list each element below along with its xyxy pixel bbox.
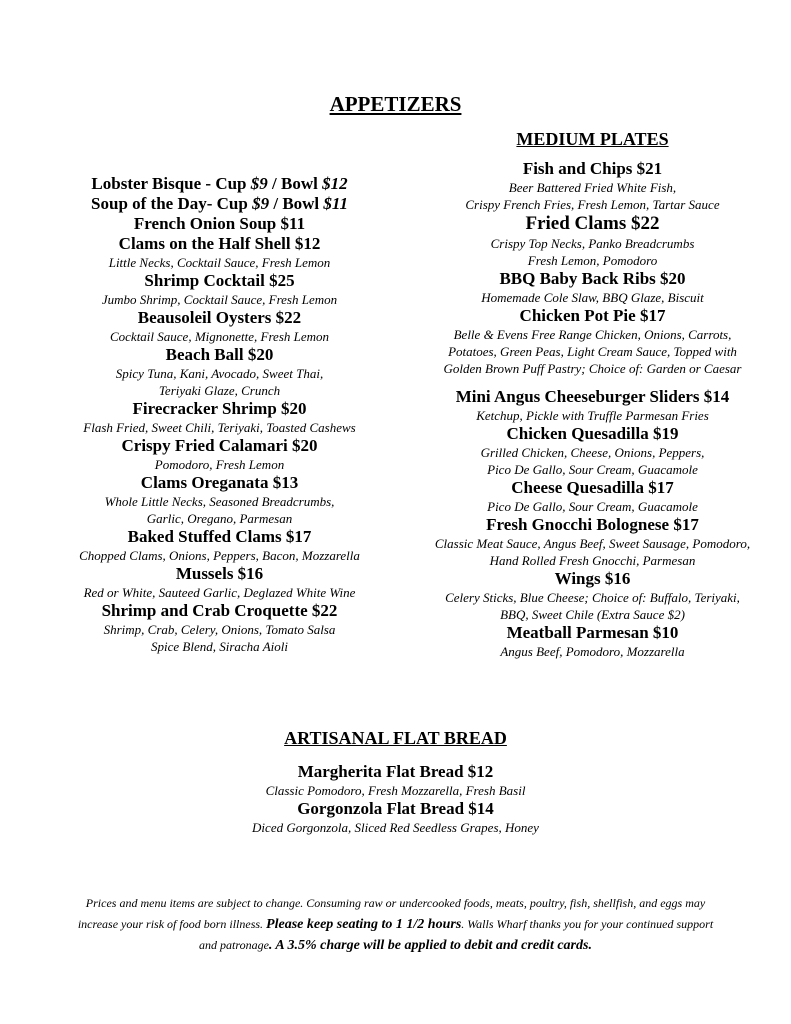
menu-item-name-part: Lobster Bisque - Cup: [91, 174, 251, 193]
menu-item: [47, 601, 392, 655]
menu-item-description: Potatoes, Green Peas, Light Cream Sauce, Topped with: [448, 344, 737, 359]
menu-item-name: Baked Stuffed Clams $17: [127, 527, 312, 546]
menu-item-name: Clams on the Half Shell $12: [118, 234, 321, 253]
menu-item-name: Mussels $16: [175, 564, 264, 583]
menu-item-description: Spice Blend, Siracha Aioli: [151, 639, 288, 654]
menu-item-name-part: / Bowl: [269, 194, 324, 213]
footer-line-1: Prices and menu items are subject to change. Consuming raw or undercooked foods, meats, poultry, fish, shellfish, and eggs may: [85, 896, 706, 910]
menu-item-name: Wings $16: [554, 569, 631, 588]
menu-item: [47, 345, 392, 399]
menu-item-description: Chopped Clams, Onions, Peppers, Bacon, Mozzarella: [79, 548, 360, 563]
menu-item: [420, 424, 765, 478]
menu-item-name: Chicken Quesadilla $19: [506, 424, 679, 443]
seating-notice: Please keep seating to 1 1/2 hours: [266, 917, 462, 932]
menu-item: [420, 478, 765, 515]
menu-item-description: Classic Meat Sauce, Angus Beef, Sweet Sausage, Pomodoro,: [434, 536, 751, 551]
menu-item: [47, 436, 392, 473]
card-charge-notice: . A 3.5% charge will be applied to debit and credit cards.: [268, 938, 592, 953]
menu-item: [148, 799, 643, 836]
medium-plates-list: [420, 159, 765, 660]
menu-item-name: Cheese Quesadilla $17: [511, 478, 674, 497]
menu-item-description: Spicy Tuna, Kani, Avocado, Sweet Thai,: [115, 366, 324, 381]
footer-line-3-start: and patronage: [199, 938, 269, 952]
footer-line-3: [40, 935, 751, 956]
menu-item-name: Shrimp Cocktail $25: [144, 271, 295, 290]
menu-item-description: Ketchup, Pickle with Truffle Parmesan Fries: [476, 408, 709, 423]
menu-item-description: Crispy French Fries, Fresh Lemon, Tartar Sauce: [465, 197, 720, 212]
menu-item-name: French Onion Soup $11: [133, 214, 306, 233]
menu-item-description: Pico De Gallo, Sour Cream, Guacamole: [487, 462, 698, 477]
appetizers-list: [47, 174, 392, 655]
menu-item-description: Grilled Chicken, Cheese, Onions, Peppers,: [480, 445, 705, 460]
menu-item-name: Fried Clams $22: [525, 213, 660, 234]
medium-plates-heading: MEDIUM PLATES: [516, 129, 669, 149]
footer-line-2-start: increase your risk of food born illness.: [77, 917, 267, 931]
menu-item: [47, 308, 392, 345]
flat-bread-list: [148, 762, 643, 836]
menu-item-description: Shrimp, Crab, Celery, Onions, Tomato Salsa: [103, 622, 336, 637]
menu-item-price: $11: [323, 194, 348, 213]
menu-item-description: Pomodoro, Fresh Lemon: [154, 457, 285, 472]
menu-item-name: Shrimp and Crab Croquette $22: [101, 601, 338, 620]
menu-item-name: BBQ Baby Back Ribs $20: [499, 269, 686, 288]
menu-item-description: Red or White, Sauteed Garlic, Deglazed White Wine: [83, 585, 356, 600]
menu-item: [420, 159, 765, 213]
menu-item-name: Gorgonzola Flat Bread $14: [297, 799, 494, 818]
menu-item: [47, 214, 392, 234]
menu-item-description: Golden Brown Puff Pastry; Choice of: Garden or Caesar: [443, 361, 742, 376]
menu-item-name: Chicken Pot Pie $17: [519, 306, 666, 325]
menu-item-description: Celery Sticks, Blue Cheese; Choice of: Buffalo, Teriyaki,: [445, 590, 740, 605]
menu-item-price: $9: [250, 174, 268, 193]
menu-item-name: Margherita Flat Bread $12: [297, 762, 494, 781]
menu-item-description: Garlic, Oregano, Parmesan: [146, 511, 293, 526]
menu-item: [420, 269, 765, 306]
menu-item-description: Little Necks, Cocktail Sauce, Fresh Lemon: [108, 255, 331, 270]
menu-item-description: Jumbo Shrimp, Cocktail Sauce, Fresh Lemon: [101, 292, 338, 307]
menu-item-description: Homemade Cole Slaw, BBQ Glaze, Biscuit: [481, 290, 704, 305]
menu-item: [47, 174, 392, 194]
menu-item-name: Firecracker Shrimp $20: [132, 399, 307, 418]
menu-item: [420, 387, 765, 424]
menu-item: [47, 234, 392, 271]
menu-item-description: Crispy Top Necks, Panko Breadcrumbs: [490, 236, 695, 251]
menu-item-name: Fresh Gnocchi Bolognese $17: [486, 515, 699, 534]
footer-line-2: [40, 914, 751, 935]
menu-item-name: Beausoleil Oysters $22: [137, 308, 302, 327]
menu-item-name: Beach Ball $20: [165, 345, 274, 364]
menu-item: [47, 527, 392, 564]
menu-item: [420, 306, 765, 377]
spacer: [420, 377, 765, 387]
menu-item-description: Belle & Evens Free Range Chicken, Onions, Carrots,: [453, 327, 732, 342]
menu-item-description: Diced Gorgonzola, Sliced Red Seedless Grapes, Honey: [252, 820, 539, 835]
menu-item: [420, 569, 765, 623]
menu-item-description: Whole Little Necks, Seasoned Breadcrumbs,: [104, 494, 335, 509]
menu-item-name: Fish and Chips $21: [522, 159, 663, 178]
menu-item-price: $12: [322, 174, 348, 193]
menu-item: [420, 213, 765, 269]
menu-item: [47, 473, 392, 527]
menu-item: [420, 623, 765, 660]
menu-item-name: Crispy Fried Calamari $20: [121, 436, 318, 455]
menu-item-name: [47, 194, 392, 214]
footer-line-2-end: . Walls Wharf thanks you for your continued support: [461, 917, 714, 931]
menu-item-price: $9: [252, 194, 270, 213]
menu-item-description: Angus Beef, Pomodoro, Mozzarella: [500, 644, 685, 659]
menu-item-name-part: / Bowl: [267, 174, 323, 193]
menu-item-description: Flash Fried, Sweet Chili, Teriyaki, Toasted Cashews: [83, 420, 356, 435]
menu-item-name: [47, 174, 392, 194]
menu-item-name: Meatball Parmesan $10: [506, 623, 679, 642]
menu-item: [47, 564, 392, 601]
menu-item-name: Mini Angus Cheeseburger Sliders $14: [455, 387, 730, 406]
menu-item-description: Beer Battered Fried White Fish,: [508, 180, 677, 195]
footer-notice: [40, 893, 751, 956]
menu-item: [47, 271, 392, 308]
menu-item-description: BBQ, Sweet Chile (Extra Sauce $2): [500, 607, 685, 622]
menu-item: [47, 194, 392, 214]
menu-item-description: Classic Pomodoro, Fresh Mozzarella, Fresh Basil: [265, 783, 526, 798]
menu-item: [47, 399, 392, 436]
flat-bread-heading: ARTISANAL FLAT BREAD: [284, 728, 507, 748]
menu-item-description: Cocktail Sauce, Mignonette, Fresh Lemon: [109, 329, 330, 344]
menu-item: [420, 515, 765, 569]
menu-item-description: Hand Rolled Fresh Gnocchi, Parmesan: [489, 553, 696, 568]
menu-item-name-part: Soup of the Day- Cup: [91, 194, 253, 213]
menu-item-name: Clams Oreganata $13: [140, 473, 299, 492]
menu-item: [148, 762, 643, 799]
menu-item-description: Pico De Gallo, Sour Cream, Guacamole: [487, 499, 698, 514]
menu-item-description: Teriyaki Glaze, Crunch: [158, 383, 281, 398]
appetizers-heading: APPETIZERS: [329, 92, 462, 116]
menu-item-description: Fresh Lemon, Pomodoro: [527, 253, 658, 268]
